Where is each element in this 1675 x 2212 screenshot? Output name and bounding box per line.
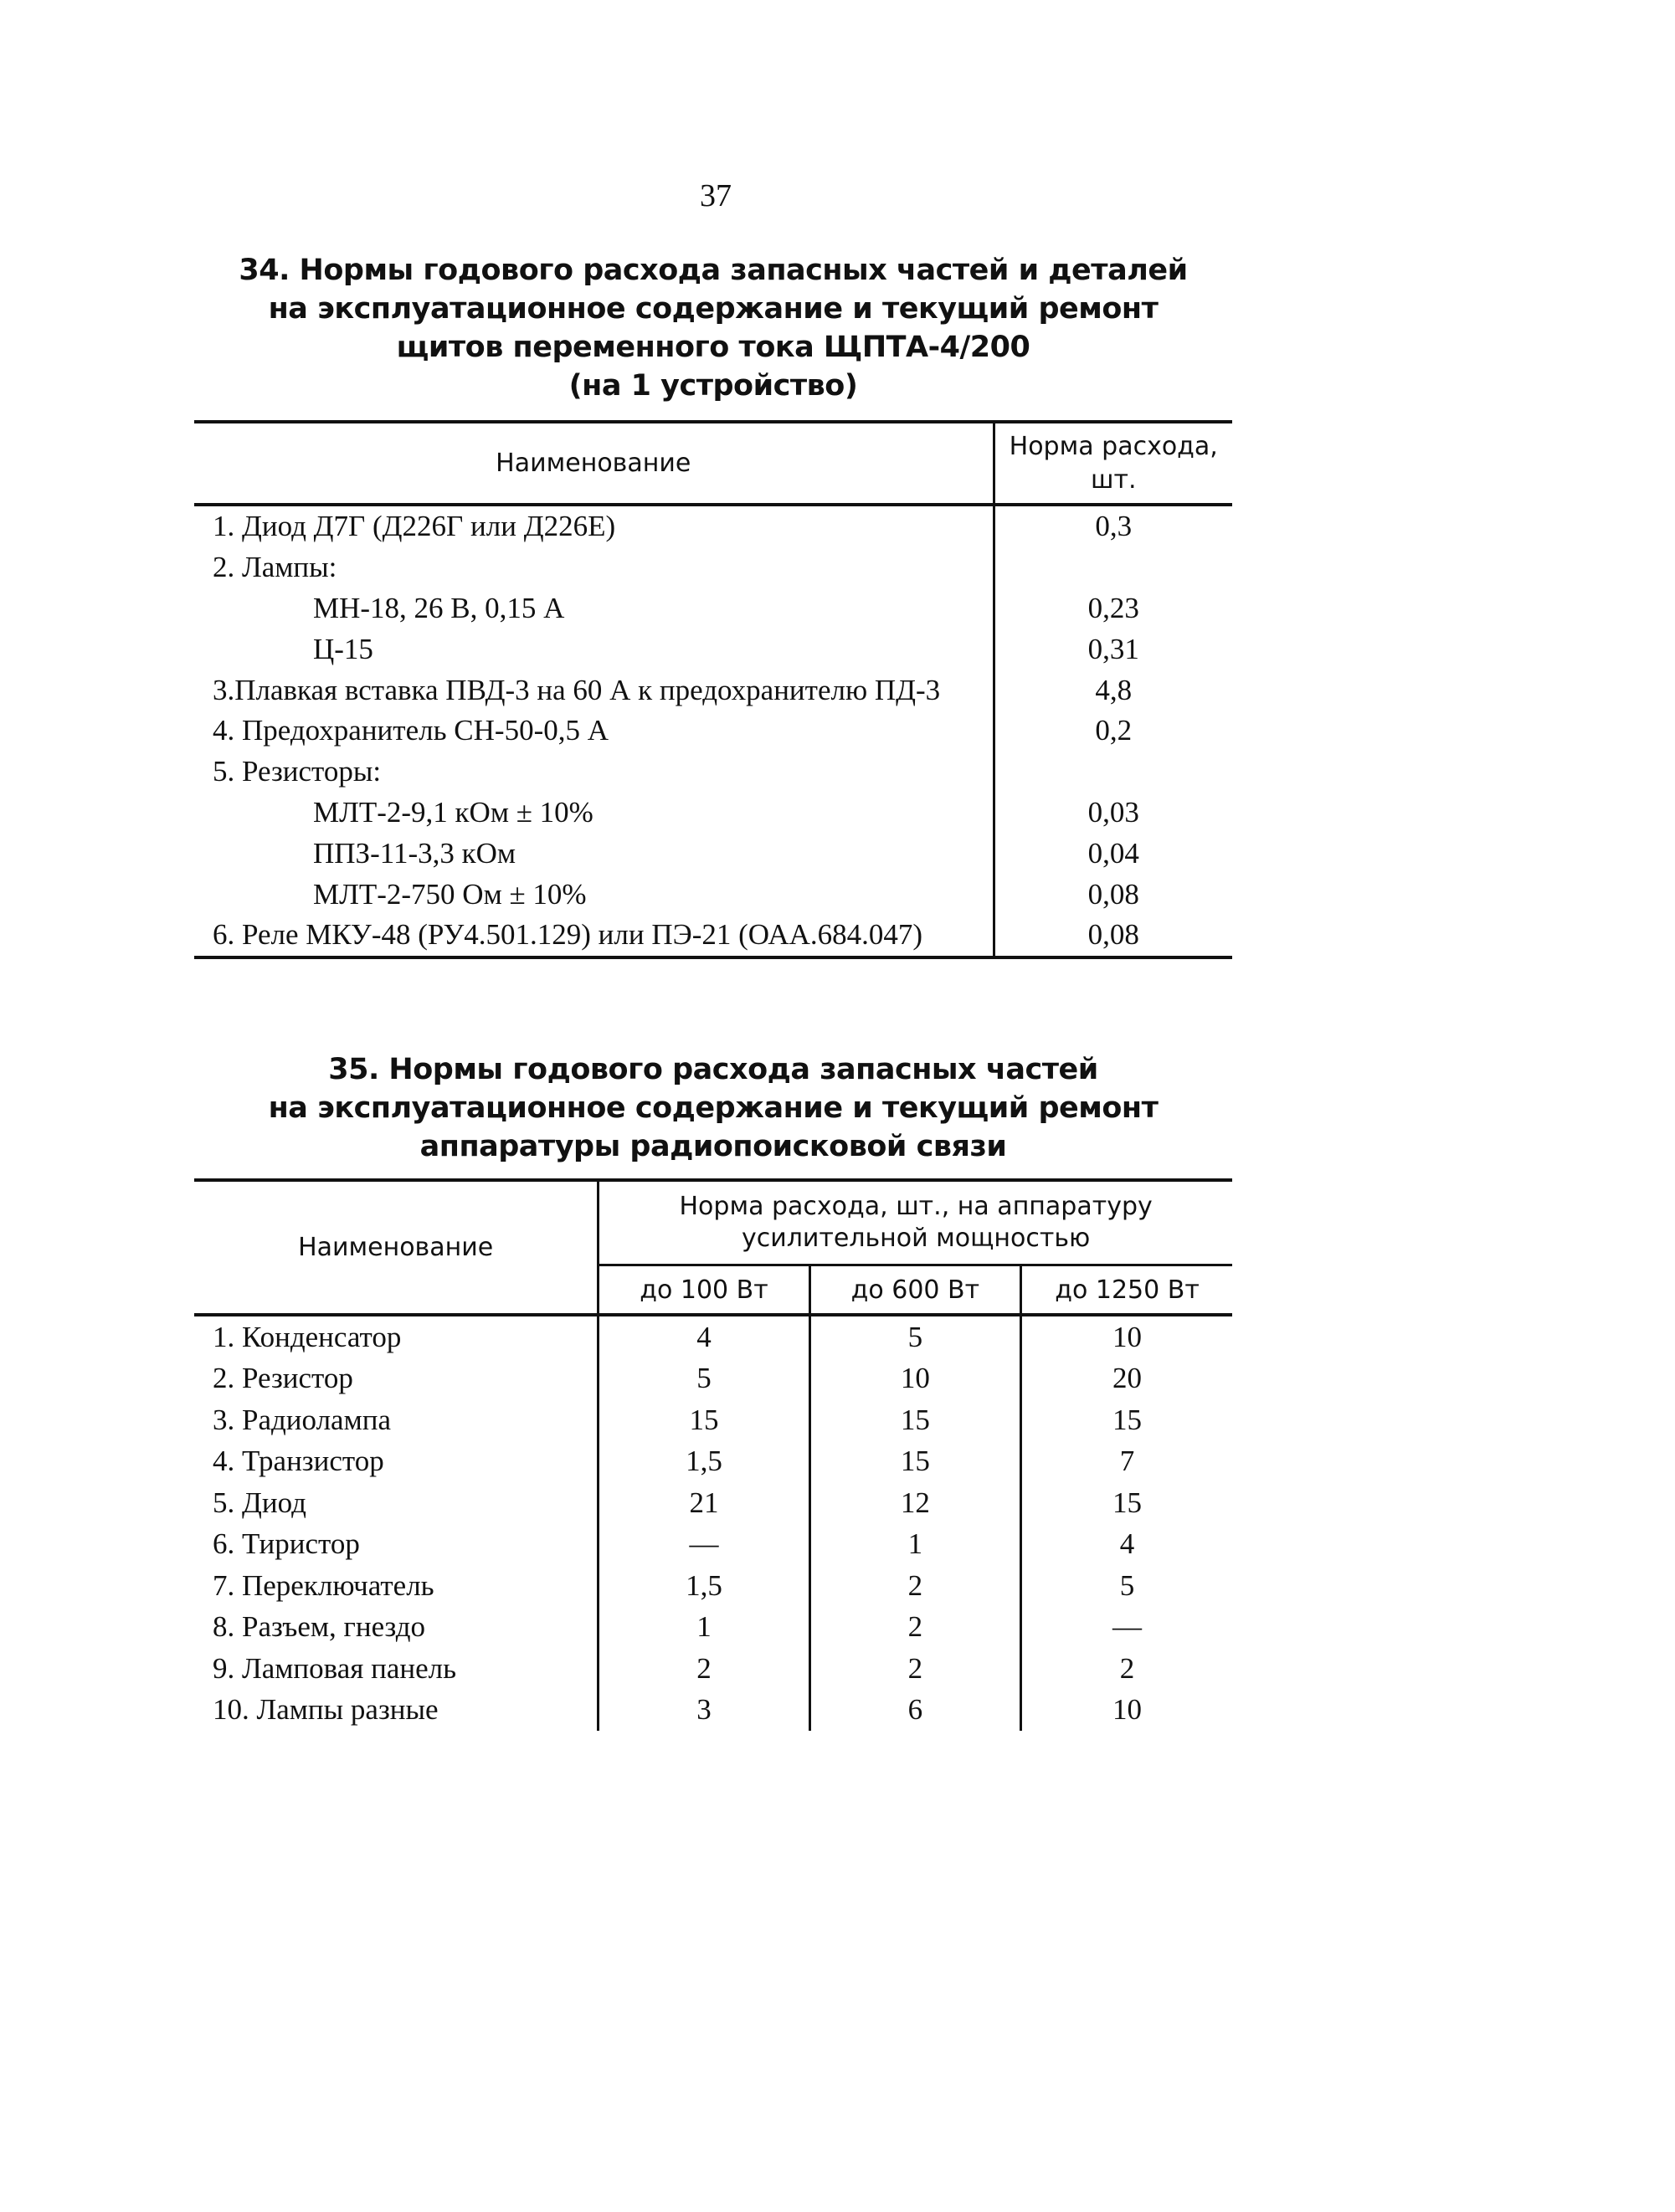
table-row bbox=[194, 670, 1232, 711]
item-qty: 0,2 bbox=[994, 711, 1232, 752]
value-100w: 2 bbox=[599, 1648, 809, 1690]
power-100w-header: до 100 Вт bbox=[599, 1265, 809, 1316]
item-name: 3. Радиолампа bbox=[213, 1403, 391, 1436]
item-name: 5. Диод bbox=[213, 1486, 306, 1519]
table-35-title-line: на эксплуатационное содержание и текущий ремонт bbox=[268, 1091, 1159, 1125]
table-34-title-line: (на 1 устройство) bbox=[568, 369, 858, 403]
table-row bbox=[194, 1565, 1232, 1607]
name-column-header: Наименование bbox=[194, 1180, 599, 1315]
table-35-title-line: аппаратуры радиопоисковой связи bbox=[419, 1130, 1007, 1163]
item-name: МЛТ-2-9,1 кОм ± 10% bbox=[313, 795, 593, 829]
value-100w: — bbox=[599, 1524, 809, 1566]
value-600w: 5 bbox=[809, 1315, 1020, 1358]
item-qty bbox=[994, 752, 1232, 793]
value-100w: 1,5 bbox=[599, 1441, 809, 1483]
value-1250w: 10 bbox=[1021, 1690, 1232, 1732]
table-34-title bbox=[194, 251, 1232, 405]
value-600w: 2 bbox=[809, 1565, 1020, 1607]
value-600w: 10 bbox=[809, 1358, 1020, 1400]
value-600w: 2 bbox=[809, 1607, 1020, 1649]
item-qty: 0,03 bbox=[994, 793, 1232, 834]
value-100w: 1 bbox=[599, 1607, 809, 1649]
value-600w: 12 bbox=[809, 1482, 1020, 1524]
item-name: 5. Резисторы: bbox=[213, 755, 382, 788]
norm-group-header-line: Норма расхода, шт., на аппаратуру bbox=[679, 1192, 1153, 1221]
qty-header-line: шт. bbox=[1091, 464, 1137, 495]
value-1250w: 10 bbox=[1021, 1315, 1232, 1358]
value-1250w: 5 bbox=[1021, 1565, 1232, 1607]
table-row bbox=[194, 1607, 1232, 1649]
table-row bbox=[194, 1690, 1232, 1732]
item-name: 2. Лампы: bbox=[213, 551, 337, 584]
item-name: 6. Тиристор bbox=[213, 1527, 360, 1561]
item-name: МЛТ-2-750 Ом ± 10% bbox=[313, 877, 587, 911]
value-1250w: 2 bbox=[1021, 1648, 1232, 1690]
item-name: 10. Лампы разные bbox=[213, 1693, 439, 1727]
value-100w: 5 bbox=[599, 1358, 809, 1400]
item-name: 3.Плавкая вставка ПВД-3 на 60 А к предохранителю ПД-3 bbox=[213, 673, 941, 706]
item-name: МН-18, 26 В, 0,15 А bbox=[313, 591, 565, 624]
table-row bbox=[194, 547, 1232, 588]
table-row bbox=[194, 1648, 1232, 1690]
item-name: 4. Транзистор bbox=[213, 1445, 384, 1478]
table-35-header-row bbox=[194, 1180, 1232, 1265]
name-column-header: Наименование bbox=[194, 422, 994, 505]
table-34 bbox=[194, 420, 1232, 959]
table-row bbox=[194, 1358, 1232, 1400]
value-1250w: 4 bbox=[1021, 1524, 1232, 1566]
item-name: 2. Резистор bbox=[213, 1362, 353, 1395]
item-name: 6. Реле МКУ-48 (РУ4.501.129) или ПЭ-21 (ОАА.684.047) bbox=[194, 915, 994, 957]
value-100w: 21 bbox=[599, 1482, 809, 1524]
item-qty: 0,04 bbox=[994, 833, 1232, 874]
item-qty: 4,8 bbox=[994, 670, 1232, 711]
table-row bbox=[194, 793, 1232, 834]
value-600w: 15 bbox=[809, 1399, 1020, 1441]
table-row bbox=[194, 1482, 1232, 1524]
table-row bbox=[194, 711, 1232, 752]
item-name: ППЗ-11-3,3 кОм bbox=[313, 836, 516, 870]
table-34-title-line: 34. Нормы годового расхода запасных частей и деталей bbox=[239, 254, 1188, 287]
value-600w: 6 bbox=[809, 1690, 1020, 1732]
table-row bbox=[194, 1399, 1232, 1441]
table-row bbox=[194, 833, 1232, 874]
item-qty: 0,08 bbox=[994, 915, 1232, 957]
table-35-title bbox=[194, 1050, 1232, 1166]
table-row bbox=[194, 915, 1232, 957]
table-35 bbox=[194, 1178, 1232, 1731]
item-name: Ц-15 bbox=[313, 632, 373, 665]
table-row bbox=[194, 1524, 1232, 1566]
item-qty: 0,3 bbox=[994, 505, 1232, 547]
value-600w: 2 bbox=[809, 1648, 1020, 1690]
value-600w: 15 bbox=[809, 1441, 1020, 1483]
value-1250w: 20 bbox=[1021, 1358, 1232, 1400]
value-100w: 15 bbox=[599, 1399, 809, 1441]
table-row bbox=[194, 752, 1232, 793]
table-34-title-line: на эксплуатационное содержание и текущий ремонт bbox=[268, 292, 1159, 326]
table-row bbox=[194, 1441, 1232, 1483]
table-row bbox=[194, 505, 1232, 547]
norm-group-header-line: усилительной мощностью bbox=[741, 1224, 1091, 1253]
item-qty bbox=[994, 547, 1232, 588]
value-1250w: 7 bbox=[1021, 1441, 1232, 1483]
value-600w: 1 bbox=[809, 1524, 1020, 1566]
table-row bbox=[194, 874, 1232, 915]
table-34-header-row bbox=[194, 422, 1232, 505]
table-row bbox=[194, 588, 1232, 629]
item-name: 7. Переключатель bbox=[213, 1568, 434, 1602]
table-row bbox=[194, 629, 1232, 670]
item-name: 1. Диод Д7Г (Д226Г или Д226Е) bbox=[213, 510, 616, 543]
value-100w: 1,5 bbox=[599, 1565, 809, 1607]
table-row bbox=[194, 1315, 1232, 1358]
item-qty: 0,31 bbox=[994, 629, 1232, 670]
value-100w: 3 bbox=[599, 1690, 809, 1732]
table-34-title-line: щитов переменного тока ЩПТА-4/200 bbox=[396, 331, 1030, 364]
item-qty: 0,08 bbox=[994, 874, 1232, 915]
item-name: 1. Конденсатор bbox=[213, 1320, 402, 1353]
item-name: 9. Ламповая панель bbox=[213, 1651, 457, 1685]
page-number: 37 bbox=[700, 178, 732, 213]
power-1250w-header: до 1250 Вт bbox=[1021, 1265, 1232, 1316]
value-1250w: 15 bbox=[1021, 1399, 1232, 1441]
qty-column-header bbox=[994, 422, 1232, 505]
value-100w: 4 bbox=[599, 1315, 809, 1358]
value-1250w: — bbox=[1021, 1607, 1232, 1649]
norm-group-header bbox=[599, 1180, 1232, 1265]
qty-header-line: Норма расхода, bbox=[1009, 431, 1218, 461]
item-name: 4. Предохранитель СН-50-0,5 А bbox=[213, 714, 609, 747]
item-name: 8. Разъем, гнездо bbox=[213, 1610, 426, 1644]
table-35-title-line: 35. Нормы годового расхода запасных частей bbox=[328, 1053, 1098, 1086]
value-1250w: 15 bbox=[1021, 1482, 1232, 1524]
power-600w-header: до 600 Вт bbox=[809, 1265, 1020, 1316]
item-qty: 0,23 bbox=[994, 588, 1232, 629]
